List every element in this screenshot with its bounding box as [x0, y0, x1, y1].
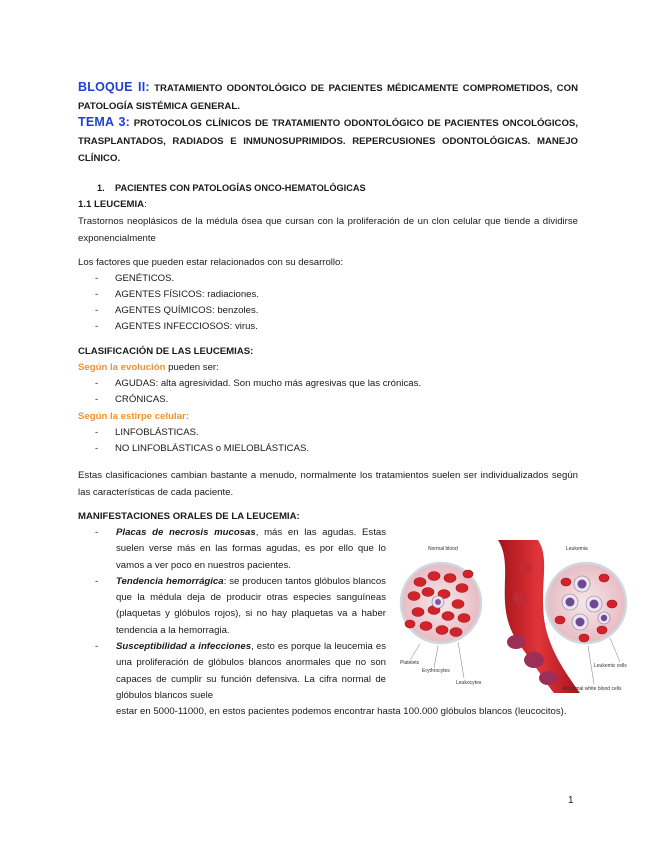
subsection-heading	[78, 199, 147, 210]
bloque-tag: BLOQUE II:	[78, 80, 150, 94]
classification-title: CLASIFICACIÓN DE LAS LEUCEMIAS:	[78, 346, 254, 357]
classification-note: Estas clasificaciones cambian bastante a menudo, normalmente los tratamientos suelen ser individualizados según las características de cada paciente.	[78, 470, 578, 498]
definition-paragraph: Trastornos neoplásicos de la médula ósea que cursan con la proliferación de un clon celular que tiende a dividirse exponencialmente	[78, 216, 578, 244]
list-item: - Tendencia hemorrágica: se producen tantos glóbulos blancos que la médula deja de producir otras especies sanguíneas (plaquetas y glóbulos rojos), si no hay plaquetas va a haber tendencia a la hemorragia.	[95, 575, 386, 636]
lineage-label: Según la estirpe celular:	[78, 411, 189, 422]
manifestation-term-necrosis: Placas de necrosis mucosas	[116, 527, 256, 538]
normal-white-cells	[432, 596, 444, 608]
section-heading	[97, 183, 366, 193]
manifestation-text-necrosis: , más en las agudas. Estas suelen verse más en las formas agudas, es por ello que lo vamos a ver poco en nuestros pacientes.	[116, 527, 387, 571]
page-number: 1	[568, 795, 574, 806]
bloque-heading	[78, 79, 578, 115]
tema-tag: TEMA 3:	[78, 115, 130, 129]
section-number: 1.	[97, 183, 105, 193]
tema-text: PROTOCOLOS CLÍNICOS DE TRATAMIENTO ODONTOLÓGICO DE PACIENTES ONCOLÓGICOS, TRASPLANTADOS, RADIADOS E INMUNOSUPRIMIDOS. REPERCUSIONES ODONTOLÓGICAS. MANEJO CLÍNICO.	[78, 118, 578, 164]
evolution-acute: AGUDAS: alta agresividad. Son mucho más agresivas que las crónicas.	[115, 378, 422, 389]
factor-genetic: GENÉTICOS.	[115, 273, 175, 284]
subsection-title: 1.1 LEUCEMIA	[78, 199, 145, 210]
list-item: - NO LINFOBLÁSTICAS o MIELOBLÁSTICAS.	[95, 443, 310, 454]
factor-infectious: AGENTES INFECCIOSOS: virus.	[115, 321, 258, 332]
factor-chemical: AGENTES QUÍMICOS: benzoles.	[115, 305, 259, 316]
manifestations-continuation: estar en 5000-11000, en estos pacientes podemos encontrar hasta 100.000 glóbulos blancos (leucocitos).	[116, 706, 567, 717]
label-abnormal-cells: Abnormal white blood cells	[562, 686, 622, 692]
manifestation-term-infection: Susceptibilidad a infecciones	[116, 641, 252, 653]
label-erythrocytes: Erythrocytes	[422, 668, 450, 674]
list-item: - AGENTES INFECCIOSOS: virus.	[95, 321, 258, 332]
manifestations-title: MANIFESTACIONES ORALES DE LA LEUCEMIA:	[78, 511, 300, 522]
list-item: - Susceptibilidad a infecciones, esto es porque la leucemia es una proliferación de glóbulos blancos anormales que no son capaces de cumplir su función defensiva. La cifra normal de glóbulos blancos suele	[95, 641, 386, 701]
blood-cells-illustration	[398, 538, 630, 693]
tema-heading	[78, 114, 578, 168]
lineage-lymphoblastic: LINFOBLÁSTICAS.	[115, 427, 199, 438]
label-leukemia: Leukemia	[566, 546, 588, 552]
factors-intro: Los factores que pueden estar relacionados con su desarrollo:	[78, 257, 344, 268]
evolution-label: Según la evolución	[78, 362, 166, 373]
lineage-myeloblastic: NO LINFOBLÁSTICAS o MIELOBLÁSTICAS.	[115, 443, 310, 454]
evolution-heading	[78, 362, 219, 373]
list-item: - AGUDAS: alta agresividad. Son mucho más agresivas que las crónicas.	[95, 378, 422, 389]
list-item: - AGENTES FÍSICOS: radiaciones.	[95, 289, 259, 300]
list-item: - GENÉTICOS.	[95, 273, 175, 284]
list-item: - AGENTES QUÍMICOS: benzoles.	[95, 305, 259, 316]
label-platelets: Platelets	[400, 660, 420, 666]
list-item: - CRÓNICAS.	[95, 394, 169, 405]
subsection-colon: :	[144, 199, 147, 210]
section-title: PACIENTES CON PATOLOGÍAS ONCO-HEMATOLÓGICAS	[115, 183, 366, 193]
manifestations-list	[95, 525, 387, 704]
label-normal-blood: Normal blood	[428, 546, 458, 552]
factor-physical: AGENTES FÍSICOS: radiaciones.	[115, 289, 259, 300]
evolution-rest: pueden ser:	[165, 362, 219, 373]
label-leukocytes: Leukocytes	[456, 680, 482, 686]
manifestation-text-hemorrhagic: : se producen tantos glóbulos blancos que la médula deja de producir otras especies sanguíneas (plaquetas y glóbulos rojos), si no hay plaquetas va a haber tendencia a la hemorragia.	[116, 575, 386, 636]
list-item: - Placas de necrosis mucosas, más en las agudas. Estas suelen verse más en las formas agudas, es por ello que lo vamos a ver poco en nuestros pacientes.	[95, 527, 387, 571]
manifestation-term-hemorrhagic: Tendencia hemorrágica	[116, 575, 224, 587]
list-item: - LINFOBLÁSTICAS.	[95, 427, 199, 438]
manifestation-text-infection: , esto es porque la leucemia es una proliferación de glóbulos blancos anormales que no son capaces de cumplir su función defensiva. La cifra normal de glóbulos blancos suele	[116, 641, 386, 701]
label-leukemic-cells: Leukemic cells	[594, 663, 627, 669]
evolution-chronic: CRÓNICAS.	[115, 394, 169, 405]
bloque-text: TRATAMIENTO ODONTOLÓGICO DE PACIENTES MÉDICAMENTE COMPROMETIDOS, CON PATOLOGÍA SISTÉMICA GENERAL.	[78, 83, 579, 112]
